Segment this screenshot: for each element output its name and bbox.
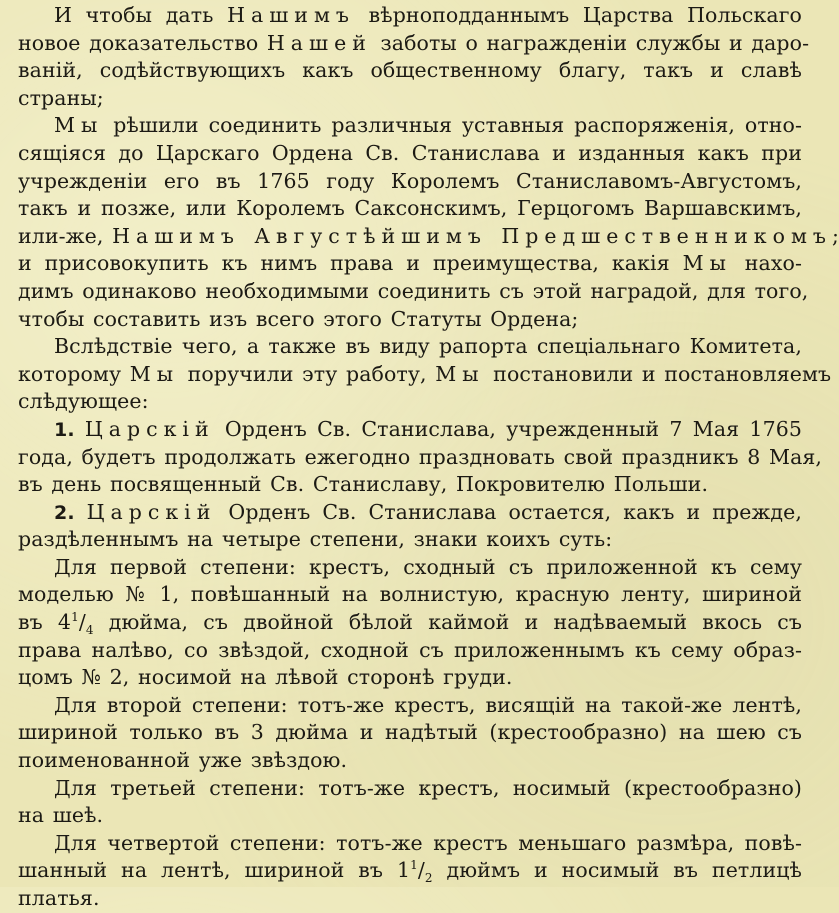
text-segment: чтобы составить изъ всего этого Статуты Ордена; [18, 306, 579, 331]
text-segment: или-же, [18, 223, 113, 248]
text-segment: рѣшили соединить различныя уставныя распоряженія, отно- [103, 113, 802, 138]
text-line [18, 692, 802, 720]
text-segment: заботы о награжденіи службы и даро- [371, 30, 810, 55]
spaced-emphasis: Мы [54, 113, 104, 138]
text-segment: дюйма, съ двойной бѣлой каймой и надѣваемый вкось съ [93, 610, 802, 635]
text-segment: права налѣво, со звѣздой, сходной съ приложеннымъ къ сему образ- [18, 637, 802, 662]
text-segment: цомъ № 2, носимой на лѣвой сторонѣ груди. [18, 665, 513, 690]
text-segment: года, будетъ продолжать ежегодно праздновать свой праздникъ 8 Мая, [18, 444, 823, 469]
text-line [18, 57, 802, 85]
paragraph-p1 [18, 2, 810, 112]
text-segment: на шеѣ. [18, 803, 104, 828]
spaced-emphasis: Мы [435, 361, 485, 386]
text-segment [75, 417, 85, 441]
text-segment: / [78, 610, 86, 635]
text-segment: вѣрноподданнымъ Царства Польскаго [354, 3, 802, 27]
text-line [18, 444, 823, 472]
text-line [18, 250, 802, 278]
text-line [18, 388, 802, 416]
text-segment: учрежденіи его въ 1765 году Королемъ Станиславомъ-Августомъ, [18, 168, 802, 193]
text-line [18, 306, 802, 334]
paragraph-p7 [18, 692, 802, 775]
text-line [18, 499, 802, 527]
text-segment: слѣдующее: [18, 389, 149, 414]
text-segment: Орденъ Св. Станислава остается, какъ и прежде, [216, 499, 802, 524]
fraction-denominator: 2 [424, 871, 433, 886]
text-line [18, 361, 832, 389]
text-line [18, 637, 802, 665]
text-segment: Вслѣдствіе чего, а также въ виду рапорта спеціальнаго Комитета, [54, 334, 802, 359]
spaced-emphasis: Нашей [266, 30, 372, 55]
text-segment: Для второй степени: тотъ-же крестъ, висящій на такой-же лентѣ, [54, 692, 802, 717]
text-line [18, 416, 802, 444]
text-line [18, 664, 802, 692]
text-segment: поименованной уже звѣздою. [18, 748, 348, 773]
text-segment: моделью № 1, повѣшанный на волнистую, красную ленту, шириной [18, 582, 802, 607]
text-line [18, 140, 802, 168]
text-line [18, 112, 802, 140]
fraction-numerator: 1 [71, 610, 79, 625]
text-segment: Для третьей степени: тотъ-же крестъ, носимый (крестообразно) [54, 775, 802, 800]
text-segment: димъ одинаково необходимыми соединить съ этой наградой, для того, [18, 278, 809, 303]
text-line [18, 554, 802, 582]
text-line [18, 85, 802, 113]
paragraph-p6 [18, 554, 802, 692]
text-line [18, 333, 802, 361]
text-segment: новое доказательство [18, 30, 267, 55]
text-line [18, 278, 809, 306]
paragraph-p5 [18, 499, 802, 554]
text-line [18, 2, 802, 30]
text-segment: шанный на лентѣ, шириной въ 1 [18, 858, 411, 883]
text-line [18, 885, 802, 913]
text-segment: страны; [18, 85, 104, 110]
spaced-emphasis: Нашимъ Августѣйшимъ Предшественникомъ [112, 223, 832, 248]
fraction-numerator: 1 [410, 858, 418, 873]
text-segment: И чтобы дать [54, 3, 228, 27]
text-segment: дюймъ и носимый въ петлицѣ [432, 858, 802, 883]
spaced-emphasis: Царскій [84, 416, 215, 441]
paragraph-p9 [18, 830, 802, 913]
text-segment: ; [831, 223, 839, 248]
text-line [18, 471, 802, 499]
spaced-emphasis: Мы [682, 251, 732, 276]
text-segment: постановили и постановляемъ [484, 361, 832, 386]
text-segment: шириной только въ 3 дюйма и надѣтый (крестообразно) на шею съ [18, 720, 802, 745]
text-segment: поручили эту работу, [179, 361, 436, 386]
paragraph-p2 [18, 112, 839, 333]
spaced-emphasis: Царскій [86, 499, 217, 524]
text-segment: Для четвертой степени: тотъ-же крестъ меньшаго размѣра, повѣ- [54, 830, 802, 855]
text-line [18, 30, 810, 58]
text-segment: платья. [18, 886, 100, 910]
text-line [18, 747, 802, 775]
text-line [18, 802, 802, 830]
text-segment: / [417, 858, 425, 883]
text-segment: которому [18, 361, 130, 386]
text-line [18, 195, 802, 223]
text-line [18, 719, 802, 747]
paragraph-p3 [18, 333, 832, 416]
article-number: 1. [54, 418, 75, 441]
text-line [18, 775, 802, 803]
text-line [18, 581, 802, 609]
text-segment: ваній, содѣйствующихъ какъ общественному благу, такъ и славѣ [18, 58, 802, 83]
text-segment: Для первой степени: крестъ, сходный съ приложенной къ сему [54, 554, 802, 579]
text-line [18, 830, 802, 858]
text-segment: Орденъ Св. Станислава, учрежденный 7 Мая 1765 [214, 416, 802, 441]
text-line [18, 609, 802, 637]
text-line [18, 857, 802, 885]
text-segment: нахо- [731, 251, 802, 276]
paragraph-p4 [18, 416, 823, 499]
text-segment: въ день посвященный Св. Станиславу, Покровителю Польши. [18, 472, 709, 497]
spaced-emphasis: Нашимъ [227, 3, 355, 27]
paragraph-p8 [18, 775, 802, 830]
text-segment: такъ и позже, или Королемъ Саксонскимъ, Герцогомъ Варшавскимъ, [18, 196, 802, 221]
fraction-denominator: 4 [85, 623, 94, 638]
text-segment: и присовокупить къ нимъ права и преимущества, какія [18, 251, 683, 276]
spaced-emphasis: Мы [129, 361, 180, 386]
text-segment: сящіяся до Царскаго Ордена Св. Станислава и изданныя какъ при [18, 140, 802, 165]
text-segment [75, 500, 87, 524]
text-segment: въ 4 [18, 610, 72, 635]
text-segment: раздѣленнымъ на четыре степени, знаки коихъ суть: [18, 527, 613, 552]
text-line [18, 223, 839, 251]
text-line [18, 168, 802, 196]
text-line [18, 526, 802, 554]
article-number: 2. [54, 501, 75, 524]
